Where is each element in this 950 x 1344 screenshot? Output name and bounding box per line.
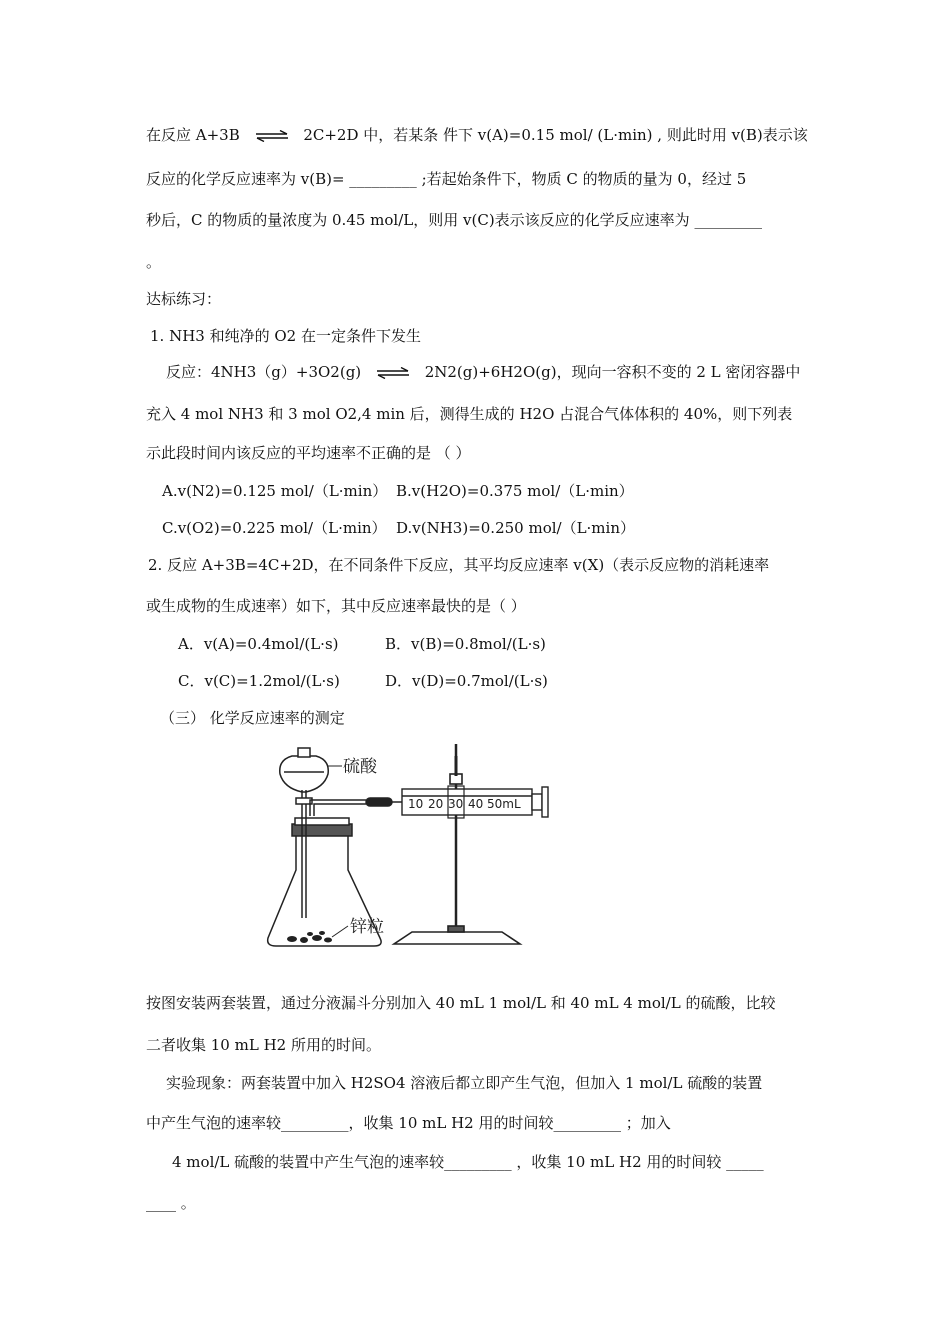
experiment-text: 实验现象：两套装置中加入 H2SO4 溶液后都立即产生气泡，但加入 1 mol/L 硫酸的装置: [166, 1074, 763, 1092]
q1-text-line: 示此段时间内该反应的平均速率不正确的是 （ ）: [146, 444, 471, 462]
q1-stem: 1. NH3 和纯净的 O2 在一定条件下发生: [150, 327, 421, 345]
zinc-label: 锌粒: [350, 917, 384, 937]
svg-text:30: 30: [448, 797, 464, 811]
q1-reaction-text: 反应：4NH3（g）+3O2(g): [166, 363, 362, 381]
separatory-funnel-icon: [280, 756, 329, 792]
q2-option-a: A．v(A)=0.4mol/(L·s): [178, 635, 339, 653]
experiment-text: 二者收集 10 mL H2 所用的时间。: [146, 1036, 381, 1054]
experiment-text: 中产生气泡的速率较_________，收集 10 mL H2 用的时间较_________ ；加入: [146, 1114, 671, 1132]
equilibrium-arrow-icon: [376, 367, 410, 379]
q2-option-b: B．v(B)=0.8mol/(L·s): [385, 635, 546, 653]
q1-reaction-line: [166, 362, 800, 382]
q2-stem: 2. 反应 A+3B=4C+2D，在不同条件下反应，其平均反应速率 v(X)（表示反应物的消耗速率: [148, 556, 770, 574]
svg-text:50mL: 50mL: [487, 797, 521, 811]
apparatus-figure: [262, 742, 562, 954]
experiment-text: ____ 。: [146, 1194, 196, 1212]
intro-text: 在反应 A+3B: [146, 126, 240, 144]
q1-reaction-text: 2N2(g)+6H2O(g)，现向一容积不变的 2 L 密闭容器中: [424, 363, 801, 381]
experiment-text: 4 mol/L 硫酸的装置中产生气泡的速率较_________ ，收集 10 mL H2 用的时间较 _____: [172, 1153, 764, 1171]
q1-option-d: D.v(NH3)=0.250 mol/（L·min）: [396, 519, 635, 537]
q1-option-b: B.v(H2O)=0.375 mol/（L·min）: [396, 482, 634, 500]
q2-option-d: D．v(D)=0.7mol/(L·s): [385, 672, 548, 690]
q1-text-line: 充入 4 mol NH3 和 3 mol O2,4 min 后，测得生成的 H2O 占混合气体体积的 40%，则下列表: [146, 405, 793, 423]
intro-line-4: 。: [146, 253, 162, 271]
intro-text: 2C+2D 中，若某条 件下 v(A)=0.15 mol/ (L·min) , 则此时用 v(B)表示该: [303, 126, 808, 144]
q1-option-c: C.v(O2)=0.225 mol/（L·min）: [162, 519, 387, 537]
q1-option-a: A.v(N2)=0.125 mol/（L·min）: [162, 482, 388, 500]
intro-line-3: 秒后，C 的物质的量浓度为 0.45 mol/L，则用 v(C)表示该反应的化学反应速率为 _________: [146, 211, 762, 229]
section-title: 达标练习：: [146, 290, 222, 308]
experiment-text: 按图安装两套装置，通过分液漏斗分别加入 40 mL 1 mol/L 和 40 mL 4 mol/L 的硫酸，比较: [146, 994, 776, 1012]
part3-title: （三） 化学反应速率的测定: [160, 709, 345, 727]
svg-text:20: 20: [428, 797, 444, 811]
q2-option-c: C．v(C)=1.2mol/(L·s): [178, 672, 340, 690]
equilibrium-arrow-icon: [255, 130, 289, 142]
zinc-granules-icon: [287, 931, 332, 943]
svg-text:10: 10: [408, 797, 424, 811]
intro-line-1: [146, 125, 808, 145]
intro-line-2: 反应的化学反应速率为 v(B)= _________ ;若起始条件下，物质 C 的物质的量为 0，经过 5: [146, 170, 747, 188]
acid-label: 硫酸: [343, 757, 377, 777]
svg-text:40: 40: [468, 797, 484, 811]
q2-stem: 或生成物的生成速率）如下，其中反应速率最快的是（ ）: [146, 597, 526, 615]
